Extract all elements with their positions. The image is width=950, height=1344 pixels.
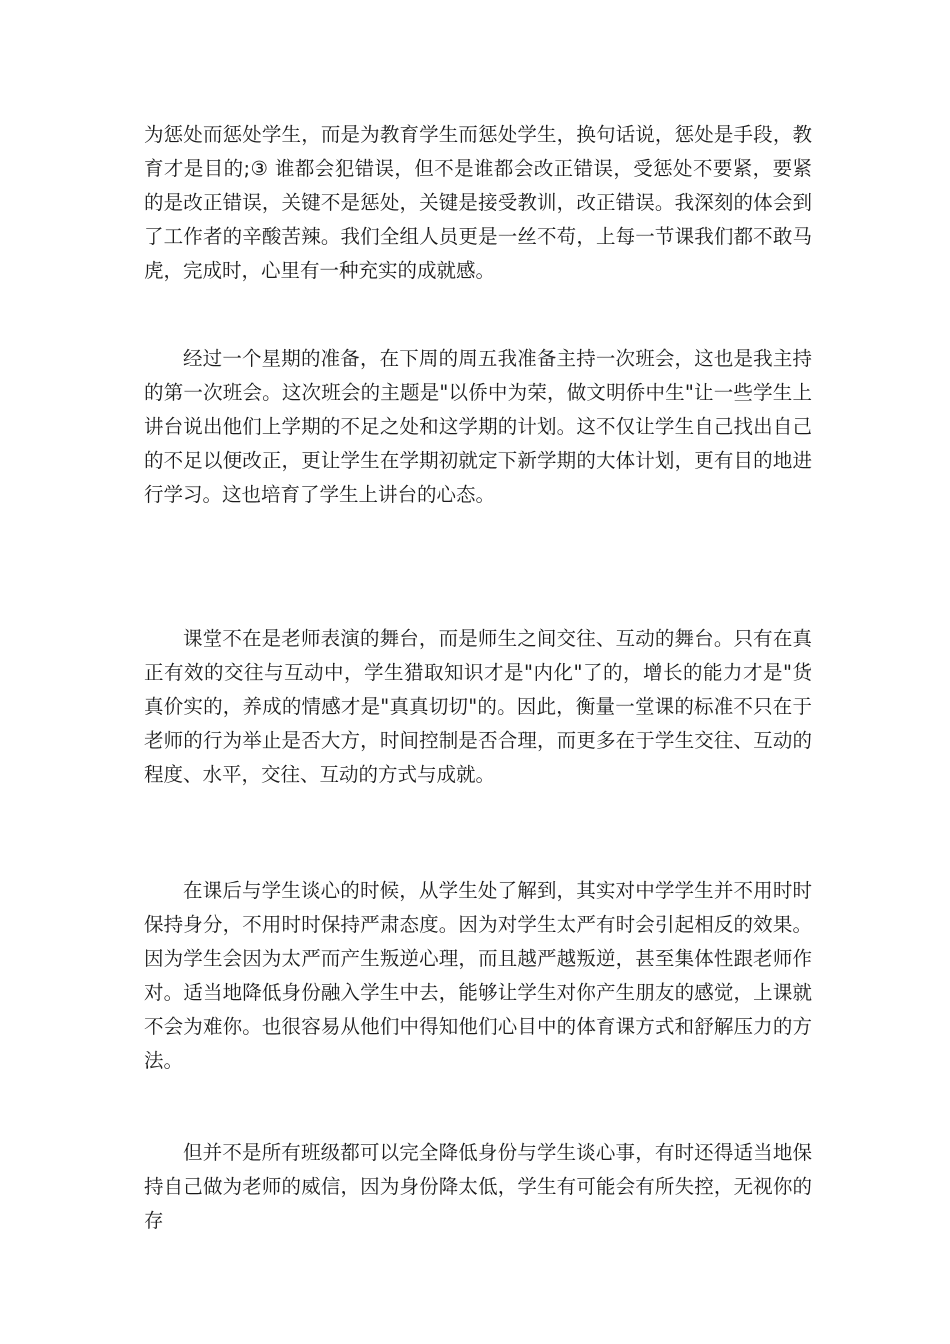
paragraph-1: 为惩处而惩处学生，而是为教育学生而惩处学生，换句话说，惩处是手段，教育才是目的;③ 谁都会犯错误，但不是谁都会改正错误，受惩处不要紧，要紧的是改正错误，关键不是惩处，关键是接受教训，改正错误。我深刻的体会到了工作者的辛酸苦辣。我们全组人员更是一丝不苟，上每一节课我们都不敢马虎，完成时，心里有一种充实的成就感。 bbox=[144, 123, 812, 282]
paragraph-3: 课堂不在是老师表演的舞台，而是师生之间交往、互动的舞台。只有在真正有效的交往与互动中，学生猎取知识才是"内化"了的，增长的能力才是"货真价实的，养成的情感才是"真真切切"的。因此，衡量一堂课的标准不只在于老师的行为举止是否大方，时间控制是否合理，而更多在于学生交往、互动的程度、水平，交往、互动的方式与成就。 bbox=[144, 627, 812, 786]
paragraph-4: 在课后与学生谈心的时候，从学生处了解到，其实对中学学生并不用时时保持身分，不用时时保持严肃态度。因为对学生太严有时会引起相反的效果。因为学生会因为太严而产生叛逆心理，而且越严越叛逆，甚至集体性跟老师作对。适当地降低身份融入学生中去，能够让学生对你产生朋友的感觉，上课就不会为难你。也很容易从他们中得知他们心目中的体育课方式和舒解压力的方法。 bbox=[144, 879, 812, 1072]
paragraph-2: 经过一个星期的准备，在下周的周五我准备主持一次班会，这也是我主持的第一次班会。这次班会的主题是"以侨中为荣，做文明侨中生"让一些学生上讲台说出他们上学期的不足之处和这学期的计划。这不仅让学生自己找出自己的不足以便改正，更让学生在学期初就定下新学期的大体计划，更有目的地进行学习。这也培育了学生上讲台的心态。 bbox=[144, 347, 812, 506]
paragraph-5: 但并不是所有班级都可以完全降低身份与学生谈心事，有时还得适当地保持自己做为老师的威信，因为身份降太低，学生有可能会有所失控，无视你的存 bbox=[144, 1141, 812, 1232]
